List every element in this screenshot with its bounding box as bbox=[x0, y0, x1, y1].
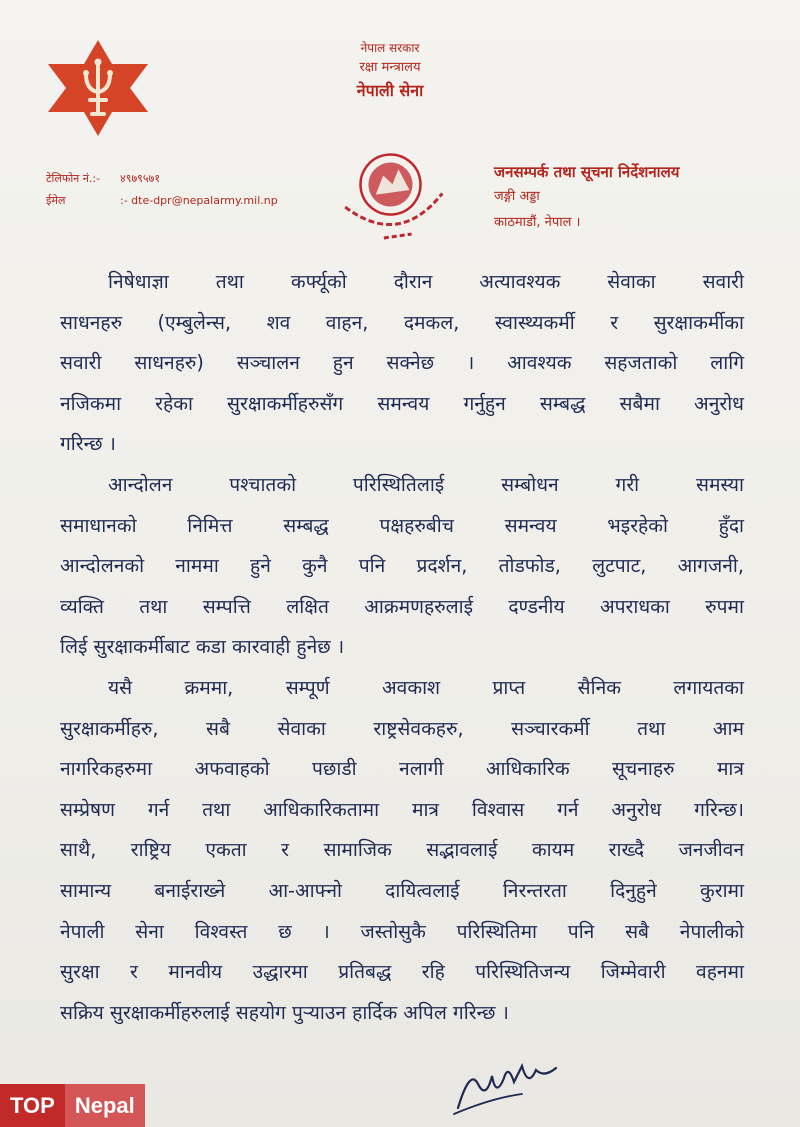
phone-row bbox=[46, 168, 278, 190]
directorate-city: काठमाडौं, नेपाल । bbox=[494, 215, 581, 230]
phone-label: टेलिफोन नं.:- bbox=[46, 172, 101, 185]
p3-line-8: सुरक्षा र मानवीय उद्धारमा प्रतिबद्ध रहि परिस्थितिजन्य जिम्मेवारी वहनमा bbox=[60, 960, 744, 984]
p3-line-5: साथै, राष्ट्रिय एकता र सामाजिक सद्भावलाई कायम राख्दै जनजीवन bbox=[60, 838, 744, 862]
email-value: :- dte-dpr@nepalarmy.mil.np bbox=[120, 194, 278, 207]
p3-line-1: यसै क्रममा, सम्पूर्ण अवकाश प्राप्त सैनिक लगायतका bbox=[108, 675, 744, 699]
p2-line-3: आन्दोलनको नाममा हुने कुनै पनि प्रदर्शन, तोडफोड, लुटपाट, आगजनी, bbox=[60, 554, 744, 578]
directorate-seal-stamp bbox=[330, 140, 460, 250]
nepal-army-star-emblem-icon bbox=[46, 40, 150, 136]
p2-line-4: व्यक्ति तथा सम्पत्ति लक्षित आक्रमणहरुलाई दण्डनीय अपराधका रुपमा bbox=[60, 594, 744, 618]
p1-line-4: नजिकमा रहेका सुरक्षाकर्मीहरुसँग समन्वय गर्नुहुन सम्बद्ध सबैमा अनुरोध bbox=[60, 391, 744, 415]
p2-line-2: समाधानको निमित्त सम्बद्ध पक्षहरुबीच समन्वय भइरहेको हुँदा bbox=[60, 513, 744, 537]
watermark-nepal: Nepal bbox=[65, 1084, 145, 1127]
email-row bbox=[46, 190, 278, 212]
p1-line-5: गरिन्छ । bbox=[60, 432, 116, 456]
paragraph-3 bbox=[60, 668, 744, 993]
phone-value: ४९७९५७१ bbox=[120, 172, 161, 185]
p2-line-1: आन्दोलन पश्चातको परिस्थितिलाई सम्बोधन गरी समस्या bbox=[108, 472, 744, 496]
watermark-top: TOP bbox=[0, 1084, 65, 1127]
handwritten-signature bbox=[452, 1048, 562, 1118]
p3-line-6: सामान्य बनाईराख्ने आ-आफ्नो दायित्वलाई निरन्तरता दिनुहुने कुरामा bbox=[60, 878, 744, 902]
directorate-name: जनसम्पर्क तथा सूचना निर्देशनालय bbox=[494, 163, 680, 181]
paragraph-2 bbox=[60, 465, 744, 627]
government-letterhead bbox=[320, 40, 460, 102]
email-label: ईमेल bbox=[46, 194, 66, 207]
paragraph-1 bbox=[60, 262, 744, 424]
paragraph-1-end bbox=[60, 424, 744, 465]
gov-line-defence-ministry: रक्षा मन्त्रालय bbox=[359, 60, 421, 75]
p1-line-2: साधनहरु (एम्बुलेन्स, शव वाहन, दमकल, स्वास्थ्यकर्मी र सुरक्षाकर्मीका bbox=[60, 310, 744, 334]
p3-line-9: सक्रिय सुरक्षाकर्मीहरुलाई सहयोग पुऱ्याउन हार्दिक अपिल गरिन्छ । bbox=[60, 1000, 509, 1024]
paragraph-3-end bbox=[60, 993, 744, 1034]
top-nepal-watermark bbox=[0, 1084, 145, 1127]
p3-line-7: नेपाली सेना विश्वस्त छ । जस्तोसुकै परिस्थितिमा पनि सबै नेपालीको bbox=[60, 919, 744, 943]
p3-line-4: सम्प्रेषण गर्न तथा आधिकारिकतामा मात्र विश्वास गर्न अनुरोध गरिन्छ। bbox=[60, 797, 744, 821]
p1-line-3: सवारी साधनहरु) सञ्चालन हुन सक्नेछ । आवश्यक सहजताको लागि bbox=[60, 351, 744, 375]
directorate-address bbox=[494, 160, 679, 236]
paragraph-2-end bbox=[60, 627, 744, 668]
notice-body bbox=[60, 262, 744, 1033]
p3-line-3: नागरिकहरुमा अफवाहको पछाडी नलागी आधिकारिक सूचनाहरु मात्र bbox=[60, 757, 744, 781]
gov-line-nepal-army: नेपाली सेना bbox=[356, 81, 424, 100]
p3-line-2: सुरक्षाकर्मीहरु, सबै सेवाका राष्ट्रसेवकहरु, सञ्चारकर्मी तथा आम bbox=[60, 716, 744, 740]
directorate-army-hq: जङ्गी अड्डा bbox=[494, 189, 540, 204]
p2-line-5: लिई सुरक्षाकर्मीबाट कडा कारवाही हुनेछ । bbox=[60, 635, 345, 659]
gov-line-nepal-government: नेपाल सरकार bbox=[360, 41, 420, 55]
contact-info bbox=[46, 168, 278, 212]
p1-line-1: निषेधाज्ञा तथा कर्फ्यूको दौरान अत्यावश्यक सेवाका सवारी bbox=[108, 270, 744, 293]
